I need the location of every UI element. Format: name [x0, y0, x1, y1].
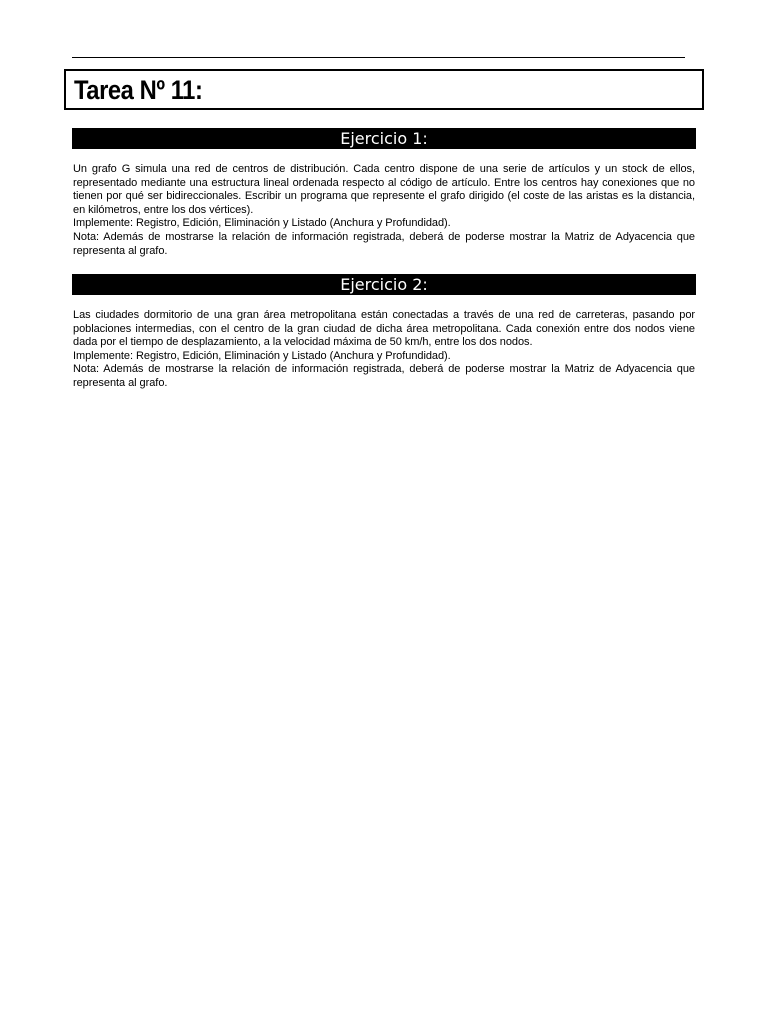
exercise-1-implement: Implemente: Registro, Edición, Eliminación y Listado (Anchura y Profundidad).: [73, 217, 451, 230]
exercise-1-description: Un grafo G simula una red de centros de distribución. Cada centro dispone de una serie de artículos y un stock de ellos, representado mediante una estructura lineal ordenada respecto al código de artículo. Entre los centros hay conexiones que no tienen por qué ser bidireccionales. Escribir un programa que represente el grafo dirigido (el coste de las aristas es la distancia, en kilómetros, entre los dos vértices).: [73, 163, 695, 216]
exercise-1-note: Nota: Además de mostrarse la relación de información registrada, deberá de poderse mostrar la Matriz de Adyacencia que representa al grafo.: [73, 230, 695, 257]
exercise-2-note: Nota: Además de mostrarse la relación de información registrada, deberá de poderse mostrar la Matriz de Adyacencia que representa al grafo.: [73, 363, 695, 389]
exercise-2-body: [73, 309, 695, 391]
page-title: Tarea Nº 11:: [74, 75, 203, 105]
exercise-2-implement: Implemente: Registro, Edición, Eliminación y Listado (Anchura y Profundidad).: [73, 349, 451, 362]
exercise-2-heading: Ejercicio 2:: [72, 274, 696, 295]
top-divider: [72, 57, 685, 58]
title-box: [64, 69, 704, 110]
exercise-1-body: [73, 163, 695, 258]
exercise-2-description: Las ciudades dormitorio de una gran área metropolitana están conectadas a través de una red de carreteras, pasando por poblaciones intermedias, con el centro de la gran ciudad de dicha área metropolitana. Cada conexión entre dos nodos viene dada por el tiempo de desplazamiento, a la velocidad máxima de 50 km/h, entre los dos nodos.: [73, 309, 695, 349]
exercise-1-heading: Ejercicio 1:: [72, 128, 696, 149]
